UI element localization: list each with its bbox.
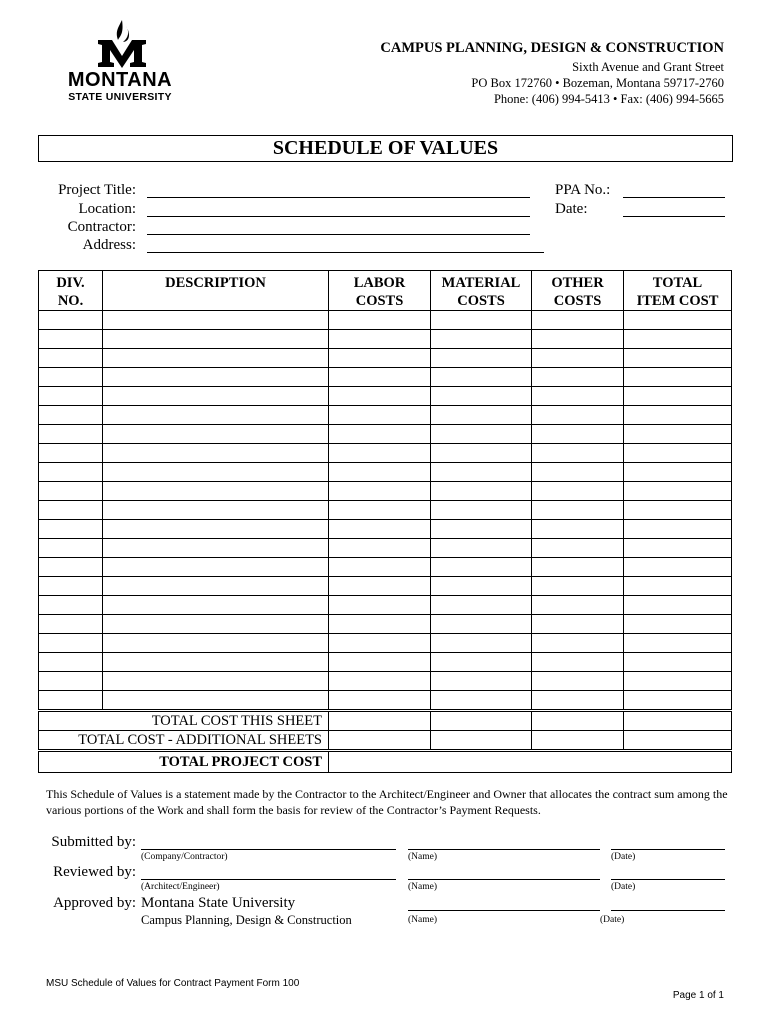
cell-labor-costs[interactable] (329, 615, 431, 634)
cell-labor-costs[interactable] (329, 349, 431, 368)
cell-other-costs[interactable] (532, 558, 624, 577)
cell-description[interactable] (103, 520, 329, 539)
cell-material-costs[interactable] (431, 653, 532, 672)
cell-description[interactable] (103, 368, 329, 387)
cell-div-no[interactable] (39, 691, 103, 711)
title-box (38, 135, 733, 162)
cell-total-item-cost[interactable] (624, 406, 732, 425)
date-label: Date: (555, 201, 588, 217)
caption-date-1: (Date) (611, 852, 636, 862)
cell-description[interactable] (103, 425, 329, 444)
cell-description[interactable] (103, 482, 329, 501)
table-row (39, 672, 732, 691)
cell-labor-costs[interactable] (329, 520, 431, 539)
cell-material-costs[interactable] (431, 368, 532, 387)
cell-other-costs[interactable] (532, 615, 624, 634)
cell-description[interactable] (103, 330, 329, 349)
cell-labor-costs[interactable] (329, 539, 431, 558)
approved-org: Montana State University (141, 895, 296, 911)
cell-total-item-cost[interactable] (624, 349, 732, 368)
cell-other-costs[interactable] (532, 691, 624, 711)
cell-description[interactable] (103, 577, 329, 596)
caption-date-2: (Date) (611, 882, 636, 892)
cell-total-item-cost[interactable] (624, 482, 732, 501)
cell-other-costs[interactable] (532, 463, 624, 482)
contractor-label: Contractor: (67, 219, 136, 235)
cell-other-costs[interactable] (532, 520, 624, 539)
date-field[interactable] (623, 216, 725, 217)
cell-total-item-cost[interactable] (624, 577, 732, 596)
cell-labor-costs[interactable] (329, 425, 431, 444)
cell-div-no[interactable] (39, 653, 103, 672)
cell-material-costs[interactable] (431, 311, 532, 330)
table-row (39, 311, 732, 330)
table-row (39, 482, 732, 501)
cell-labor-costs[interactable] (329, 368, 431, 387)
cell-material-costs[interactable] (431, 349, 532, 368)
cell-description[interactable] (103, 596, 329, 615)
cell-total-item-cost[interactable] (624, 311, 732, 330)
cell-div-no[interactable] (39, 520, 103, 539)
total-project-row (39, 751, 732, 773)
address-line-3: Phone: (406) 994-5413 • Fax: (406) 994-5665 (493, 92, 724, 106)
cell-div-no[interactable] (39, 539, 103, 558)
table-row (39, 387, 732, 406)
cell-other-costs[interactable] (532, 634, 624, 653)
cell-description[interactable] (103, 691, 329, 711)
cell-material-costs[interactable] (431, 482, 532, 501)
cell-total-item-cost[interactable] (624, 615, 732, 634)
cell-div-no[interactable] (39, 425, 103, 444)
table-row (39, 653, 732, 672)
submitted-date-field[interactable] (611, 849, 725, 850)
cell-material-costs[interactable] (431, 691, 532, 711)
approved-name-field[interactable] (408, 910, 600, 911)
cell-labor-costs[interactable] (329, 653, 431, 672)
total-this-sheet-labor-cell[interactable] (329, 711, 431, 731)
cell-material-costs[interactable] (431, 387, 532, 406)
address-field[interactable] (147, 252, 544, 253)
col-header-labor-costs: LABOR COSTS (329, 271, 431, 311)
cell-description[interactable] (103, 615, 329, 634)
project-title-field[interactable] (147, 197, 530, 198)
cell-material-costs[interactable] (431, 596, 532, 615)
cell-labor-costs[interactable] (329, 311, 431, 330)
table-row (39, 615, 732, 634)
table-row (39, 425, 732, 444)
cell-material-costs[interactable] (431, 520, 532, 539)
cell-other-costs[interactable] (532, 387, 624, 406)
schedule-of-values-table (38, 270, 732, 773)
cell-labor-costs[interactable] (329, 634, 431, 653)
cell-total-item-cost[interactable] (624, 520, 732, 539)
caption-name-2: (Name) (408, 882, 438, 892)
cell-material-costs[interactable] (431, 406, 532, 425)
cell-description[interactable] (103, 634, 329, 653)
total-additional-material-cell[interactable] (431, 731, 532, 751)
cell-total-item-cost[interactable] (624, 539, 732, 558)
statement-text: This Schedule of Values is a statement made by the Contractor to the Architect/Engineer and Owner that allocates the contract sum among the various portions of the Work and shall form the basis for review of the Contractor’s Payment Requests. (46, 787, 728, 817)
total-this-sheet-other-cell[interactable] (532, 711, 624, 731)
total-additional-total-cell[interactable] (624, 731, 732, 751)
cell-other-costs[interactable] (532, 406, 624, 425)
cell-div-no[interactable] (39, 482, 103, 501)
table-row (39, 520, 732, 539)
cell-other-costs[interactable] (532, 349, 624, 368)
logo-wordmark-montana: MONTANA (67, 69, 173, 91)
col-header-material-costs: MATERIAL COSTS (431, 271, 532, 311)
table-row (39, 577, 732, 596)
cell-div-no[interactable] (39, 615, 103, 634)
cell-labor-costs[interactable] (329, 672, 431, 691)
cell-total-item-cost[interactable] (624, 653, 732, 672)
cell-other-costs[interactable] (532, 653, 624, 672)
cell-description[interactable] (103, 653, 329, 672)
total-this-sheet-total-cell[interactable] (624, 711, 732, 731)
ppa-no-label: PPA No.: (555, 182, 611, 198)
m-letter-icon (98, 40, 146, 68)
reviewed-date-field[interactable] (611, 879, 725, 880)
cell-description[interactable] (103, 501, 329, 520)
cell-material-costs[interactable] (431, 634, 532, 653)
total-this-sheet-material-cell[interactable] (431, 711, 532, 731)
table-header-row (39, 271, 732, 311)
table-row (39, 634, 732, 653)
reviewed-architect-field[interactable] (141, 879, 396, 880)
cell-div-no[interactable] (39, 444, 103, 463)
cell-other-costs[interactable] (532, 425, 624, 444)
table-row (39, 501, 732, 520)
cell-labor-costs[interactable] (329, 463, 431, 482)
cell-total-item-cost[interactable] (624, 425, 732, 444)
table-row (39, 444, 732, 463)
approved-dept: Campus Planning, Design & Construction (141, 913, 352, 927)
contractor-field[interactable] (147, 234, 530, 235)
table-row (39, 596, 732, 615)
project-title-label: Project Title: (58, 182, 136, 198)
cell-div-no[interactable] (39, 349, 103, 368)
cell-description[interactable] (103, 406, 329, 425)
cell-description[interactable] (103, 463, 329, 482)
submitted-name-field[interactable] (408, 849, 600, 850)
cell-other-costs[interactable] (532, 577, 624, 596)
cell-other-costs[interactable] (532, 539, 624, 558)
cell-description[interactable] (103, 444, 329, 463)
cell-other-costs[interactable] (532, 482, 624, 501)
cell-labor-costs[interactable] (329, 482, 431, 501)
cell-labor-costs[interactable] (329, 558, 431, 577)
cell-total-item-cost[interactable] (624, 558, 732, 577)
location-label: Location: (78, 201, 136, 217)
cell-div-no[interactable] (39, 387, 103, 406)
cell-total-item-cost[interactable] (624, 596, 732, 615)
address-label: Address: (82, 237, 136, 253)
approved-by-label: Approved by: (53, 895, 136, 911)
approved-date-field[interactable] (611, 910, 725, 911)
cell-material-costs[interactable] (431, 672, 532, 691)
cell-div-no[interactable] (39, 672, 103, 691)
cell-div-no[interactable] (39, 577, 103, 596)
cell-div-no[interactable] (39, 463, 103, 482)
cell-other-costs[interactable] (532, 501, 624, 520)
cell-material-costs[interactable] (431, 501, 532, 520)
caption-architect: (Architect/Engineer) (141, 882, 220, 892)
reviewed-name-field[interactable] (408, 879, 600, 880)
cell-material-costs[interactable] (431, 444, 532, 463)
reviewed-by-label: Reviewed by: (53, 864, 136, 880)
address-line-2: PO Box 172760 • Bozeman, Montana 59717-2760 (471, 76, 724, 90)
department-name: CAMPUS PLANNING, DESIGN & CONSTRUCTION (380, 40, 724, 56)
cell-labor-costs[interactable] (329, 444, 431, 463)
cell-div-no[interactable] (39, 368, 103, 387)
cell-labor-costs[interactable] (329, 596, 431, 615)
caption-name-3: (Name) (408, 915, 438, 925)
cell-description[interactable] (103, 311, 329, 330)
cell-total-item-cost[interactable] (624, 691, 732, 711)
cell-labor-costs[interactable] (329, 501, 431, 520)
ppa-no-field[interactable] (623, 197, 725, 198)
cell-material-costs[interactable] (431, 577, 532, 596)
cell-other-costs[interactable] (532, 368, 624, 387)
caption-company: (Company/Contractor) (141, 852, 228, 862)
table-row (39, 539, 732, 558)
cell-material-costs[interactable] (431, 539, 532, 558)
caption-date-3: (Date) (600, 915, 625, 925)
total-project-label: TOTAL PROJECT COST (39, 751, 329, 773)
total-additional-other-cell[interactable] (532, 731, 624, 751)
cell-div-no[interactable] (39, 501, 103, 520)
cell-total-item-cost[interactable] (624, 634, 732, 653)
cell-total-item-cost[interactable] (624, 672, 732, 691)
cell-total-item-cost[interactable] (624, 463, 732, 482)
cell-labor-costs[interactable] (329, 691, 431, 711)
cell-material-costs[interactable] (431, 330, 532, 349)
cell-labor-costs[interactable] (329, 406, 431, 425)
flame-icon (117, 20, 129, 42)
total-additional-label: TOTAL COST - ADDITIONAL SHEETS (39, 731, 329, 751)
table-row (39, 349, 732, 368)
cell-div-no[interactable] (39, 634, 103, 653)
cell-total-item-cost[interactable] (624, 444, 732, 463)
total-additional-row (39, 731, 732, 751)
total-project-cell[interactable] (329, 751, 732, 773)
cell-div-no[interactable] (39, 558, 103, 577)
cell-description[interactable] (103, 349, 329, 368)
table-row (39, 368, 732, 387)
table-row (39, 406, 732, 425)
page-title: SCHEDULE OF VALUES (272, 137, 499, 159)
cell-div-no[interactable] (39, 406, 103, 425)
total-additional-labor-cell[interactable] (329, 731, 431, 751)
total-this-sheet-label: TOTAL COST THIS SHEET (39, 711, 329, 731)
page-number: Page 1 of 1 (672, 990, 724, 1001)
table-row (39, 558, 732, 577)
cell-other-costs[interactable] (532, 444, 624, 463)
caption-name-1: (Name) (408, 852, 438, 862)
cell-material-costs[interactable] (431, 425, 532, 444)
cell-labor-costs[interactable] (329, 330, 431, 349)
cell-other-costs[interactable] (532, 672, 624, 691)
cell-other-costs[interactable] (532, 311, 624, 330)
cell-labor-costs[interactable] (329, 387, 431, 406)
total-this-sheet-row (39, 711, 732, 731)
cell-total-item-cost[interactable] (624, 368, 732, 387)
col-header-div-no: DIV. NO. (39, 271, 103, 311)
cell-other-costs[interactable] (532, 596, 624, 615)
table-row (39, 463, 732, 482)
cell-total-item-cost[interactable] (624, 501, 732, 520)
cell-description[interactable] (103, 539, 329, 558)
submitted-company-field[interactable] (141, 849, 396, 850)
cell-div-no[interactable] (39, 330, 103, 349)
col-header-other-costs: OTHER COSTS (532, 271, 624, 311)
address-line-1: Sixth Avenue and Grant Street (572, 60, 724, 74)
cell-labor-costs[interactable] (329, 577, 431, 596)
submitted-by-label: Submitted by: (51, 834, 136, 850)
cell-description[interactable] (103, 387, 329, 406)
location-field[interactable] (147, 216, 530, 217)
cell-total-item-cost[interactable] (624, 387, 732, 406)
cell-total-item-cost[interactable] (624, 330, 732, 349)
cell-material-costs[interactable] (431, 463, 532, 482)
cell-material-costs[interactable] (431, 615, 532, 634)
col-header-total-item-cost: TOTAL ITEM COST (624, 271, 732, 311)
cell-material-costs[interactable] (431, 558, 532, 577)
cell-div-no[interactable] (39, 596, 103, 615)
cell-description[interactable] (103, 558, 329, 577)
form-name: MSU Schedule of Values for Contract Payment Form 100 (46, 978, 300, 989)
logo-wordmark-state-university: STATE UNIVERSITY (68, 91, 172, 103)
table-row (39, 691, 732, 711)
cell-div-no[interactable] (39, 311, 103, 330)
cell-description[interactable] (103, 672, 329, 691)
col-header-description: DESCRIPTION (103, 271, 329, 311)
table-row (39, 330, 732, 349)
cell-other-costs[interactable] (532, 330, 624, 349)
